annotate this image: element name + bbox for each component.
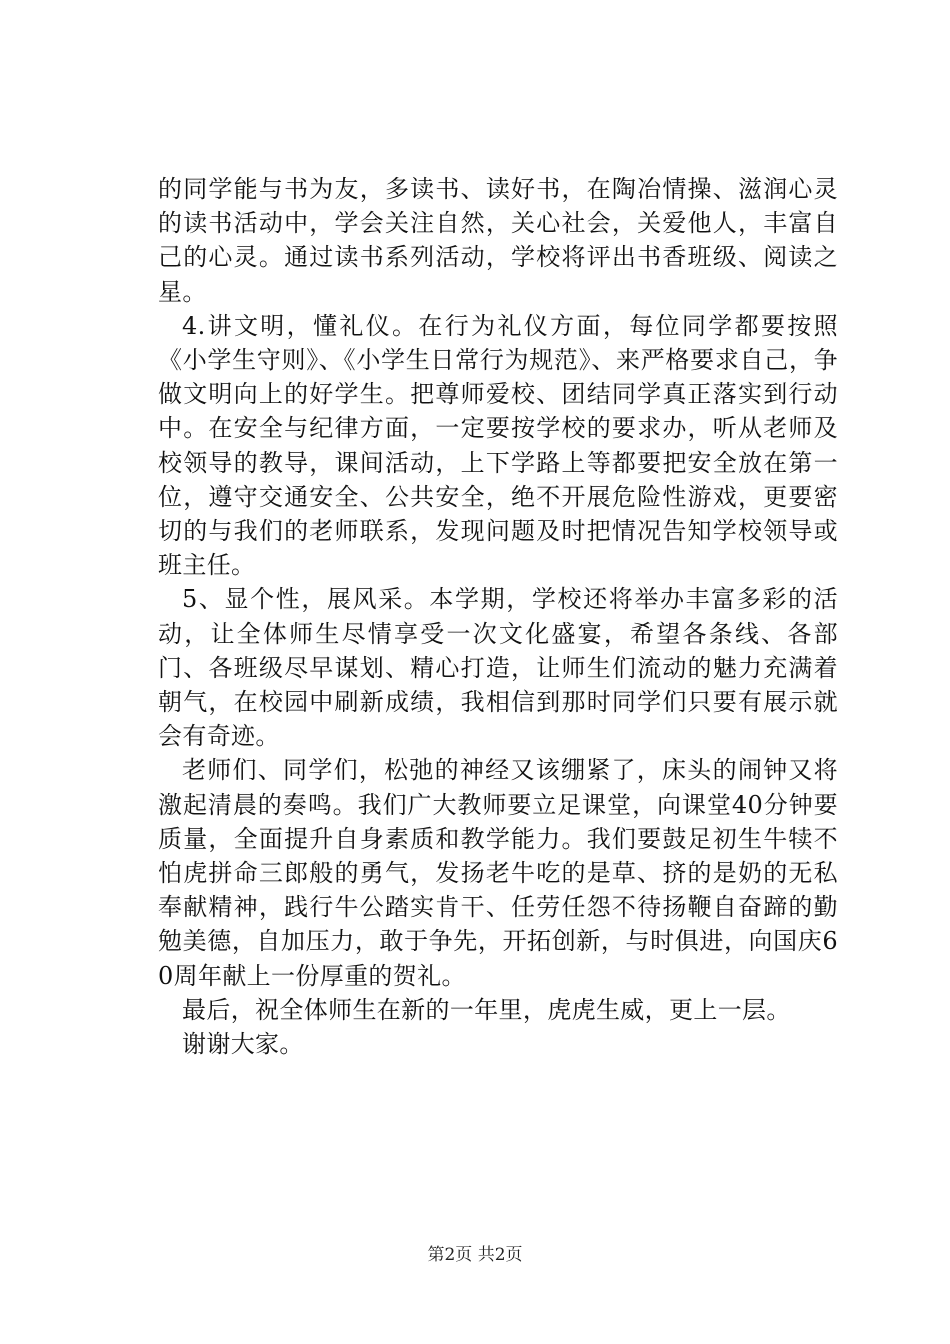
paragraph-thanks: 谢谢大家。 — [182, 1030, 304, 1059]
paragraph-continuation: 的同学能与书为友，多读书、读好书，在陶冶情操、滋润心灵的读书活动中，学会关注自然，关心社会，关爱他人，丰富自己的心灵。通过读书系列活动，学校将评出书香班级、阅读之星。 — [158, 175, 838, 306]
page-number-footer: 第2页 共2页 — [427, 1245, 523, 1265]
paragraph-blessing: 最后，祝全体师生在新的一年里，虎虎生威，更上一层。 — [182, 995, 791, 1024]
document-body — [158, 172, 838, 1061]
paragraph-closing-remarks: 老师们、同学们，松弛的神经又该绷紧了，床头的闹钟又将激起清晨的奏鸣。我们广大教师要立足课堂，向课堂40分钟要质量，全面提升自身素质和教学能力。我们要鼓足初生牛犊不怕虎拼命三郎般的勇气，发扬老牛吃的是草、挤的是奶的无私奉献精神，践行牛公踏实肯干、任劳任怨不待扬鞭自奋蹄的勤勉美德，自加压力，敢于争先，开拓创新，与时俱进，向国庆60周年献上一份厚重的贺礼。 — [158, 756, 838, 990]
paragraph-item-5: 5、显个性，展风采。本学期，学校还将举办丰富多彩的活动，让全体师生尽情享受一次文化盛宴，希望各条线、各部门、各班级尽早谋划、精心打造，让师生们流动的魅力充满着朝气，在校园中刷新成绩，我相信到那时同学们只要有展示就会有奇迹。 — [158, 585, 838, 751]
paragraph-item-4: 4.讲文明，懂礼仪。在行为礼仪方面，每位同学都要按照《小学生守则》、《小学生日常行为规范》、来严格要求自己，争做文明向上的好学生。把尊师爱校、团结同学真正落实到行动中。在安全与纪律方面，一定要按学校的要求办，听从老师及校领导的教导，课间活动，上下学路上等都要把安全放在第一位，遵守交通安全、公共安全，绝不开展危险性游戏，更要密切的与我们的老师联系，发现问题及时把情况告知学校领导或班主任。 — [158, 311, 838, 580]
